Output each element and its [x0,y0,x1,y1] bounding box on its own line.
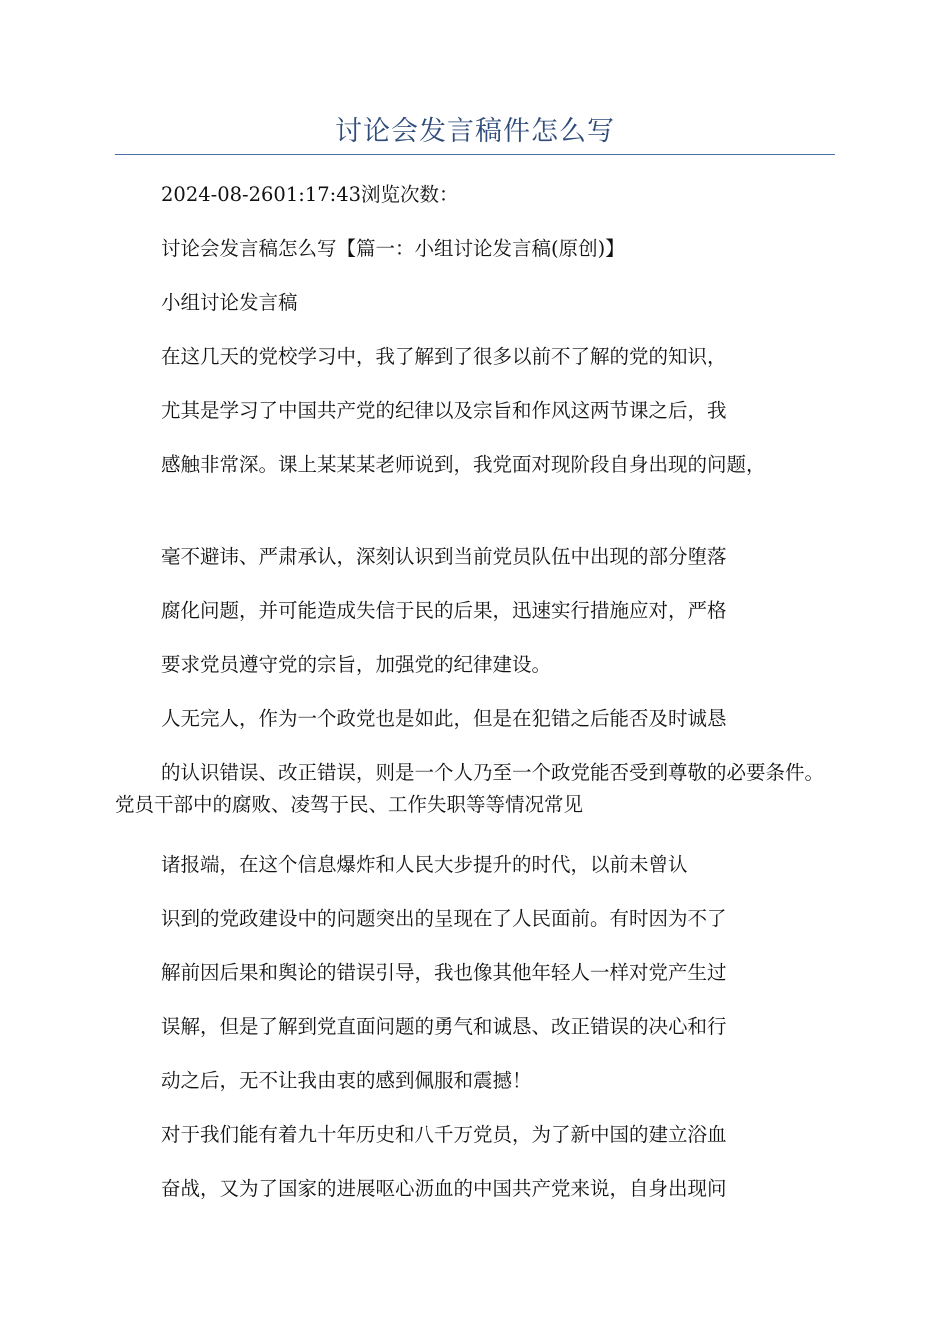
text-line: 毫不避讳、严肃承认，深刻认识到当前党员队伍中出现的部分堕落 [161,545,727,568]
text-line: 对于我们能有着九十年历史和八千万党员，为了新中国的建立浴血 [161,1123,727,1146]
text-line: 动之后，无不让我由衷的感到佩服和震撼！ [161,1069,532,1092]
text-line: 奋战，又为了国家的进展呕心沥血的中国共产党来说，自身出现问 [161,1177,727,1200]
text-line: 小组讨论发言稿 [161,291,298,314]
text-line: 解前因后果和舆论的错误引导，我也像其他年轻人一样对党产生过 [161,961,727,984]
document-title: 讨论会发言稿件怎么写 [335,116,615,147]
text-line: 的认识错误、改正错误，则是一个人乃至一个政党能否受到尊敬的必要条件。党员干部中的腐败、凌驾于民、工作失职等等情况常见 [115,761,825,816]
text-line: 诸报端，在这个信息爆炸和人民大步提升的时代，以前未曾认 [161,853,688,876]
text-line: 误解，但是了解到党直面问题的勇气和诚恳、改正错误的决心和行 [161,1015,727,1038]
text-line: 腐化问题，并可能造成失信于民的后果，迅速实行措施应对，严格 [161,599,727,622]
text-line: 识到的党政建设中的问题突出的呈现在了人民面前。有时因为不了 [161,907,727,930]
text-line: 要求党员遵守党的宗旨，加强党的纪律建设。 [161,653,552,676]
document-meta: 2024-08-2601:17:43浏览次数： [161,183,459,206]
text-line: 人无完人，作为一个政党也是如此，但是在犯错之后能否及时诚恳 [161,707,727,730]
text-line: 在这几天的党校学习中，我了解到了很多以前不了解的党的知识， [161,345,727,368]
text-line: 尤其是学习了中国共产党的纪律以及宗旨和作风这两节课之后，我 [161,399,727,422]
title-divider [115,154,835,155]
text-line: 讨论会发言稿怎么写【篇一：小组讨论发言稿(原创)】 [161,237,625,260]
text-line: 感触非常深。课上某某某老师说到，我党面对现阶段自身出现的问题， [161,453,766,476]
